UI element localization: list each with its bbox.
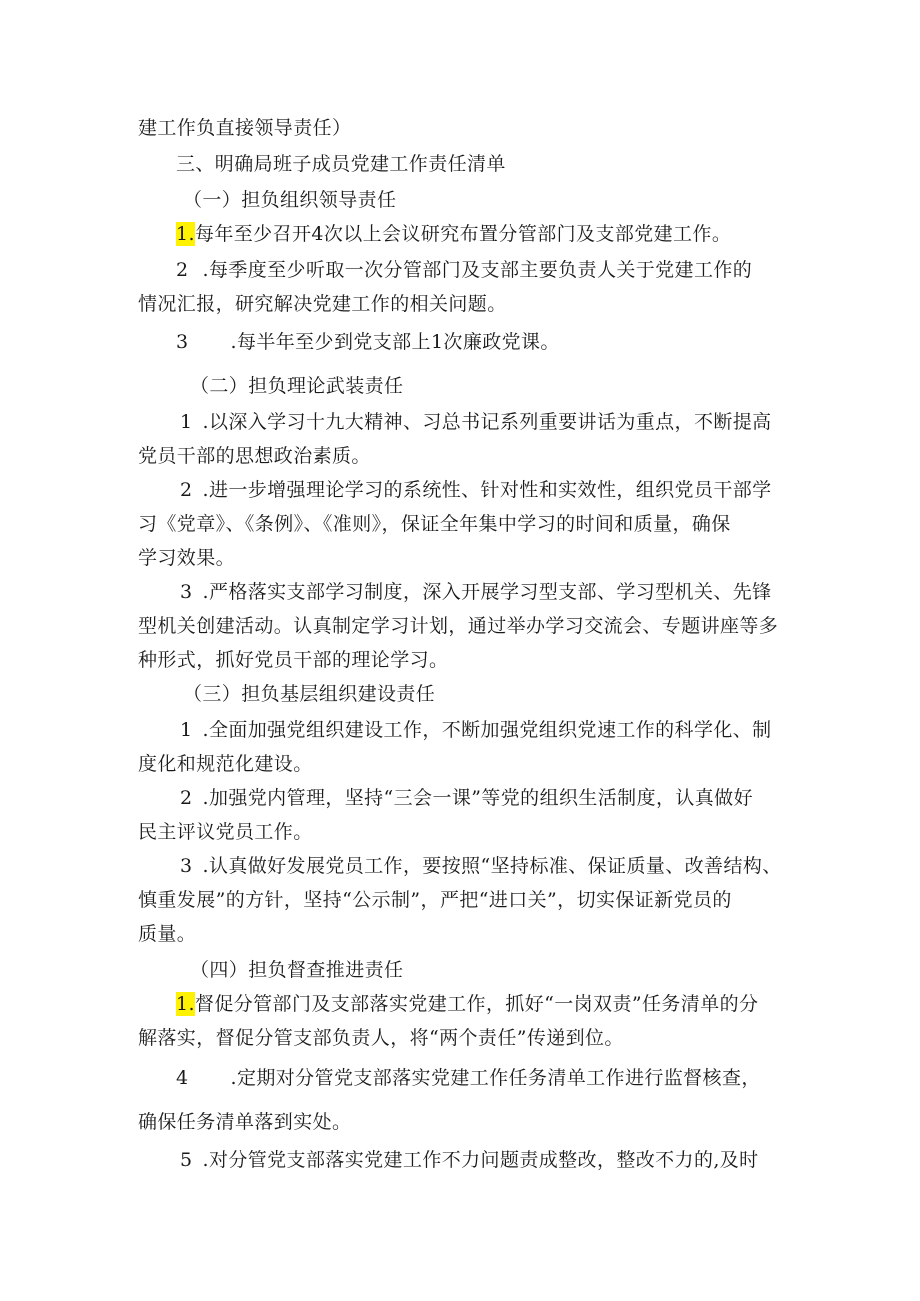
line-text: 学习效果。 <box>138 547 236 569</box>
line-text: .全面加强党组织建设工作，不断加强党组织党速工作的科学化、制 <box>202 719 772 741</box>
text-line <box>138 1110 351 1134</box>
text-line <box>138 546 235 570</box>
item-number: 2 <box>176 259 189 281</box>
text-line <box>138 648 448 672</box>
line-text: 习《党章》、《条例》、《准则》，保证全年集中学习的时间和质量，确保 <box>138 513 731 535</box>
item-number: 2 <box>180 787 193 809</box>
item-number: 3 <box>180 581 193 603</box>
line-text: .定期对分管党支部落实党建工作任务清单工作进行监督核查， <box>230 1067 761 1089</box>
subsection-heading <box>190 958 403 982</box>
text-line <box>138 820 313 844</box>
text-line <box>138 116 351 140</box>
line-text: .加强党内管理，坚持“三会一课”等党的组织生活制度，认真做好 <box>202 787 753 809</box>
text-line <box>138 1026 624 1050</box>
line-text: .对分管党支部落实党建工作不力问题责成整改，整改不力的,及时 <box>202 1149 759 1171</box>
list-item <box>180 1148 759 1172</box>
line-text: 型机关创建活动。认真制定学习计划，通过举办学习交流会、专题讲座等多 <box>138 615 779 637</box>
text-line <box>138 752 313 776</box>
list-item <box>176 258 752 282</box>
line-text: 每年至少召开4次以上会议研究布置分管部门及支部党建工作。 <box>194 223 732 245</box>
line-text: 督促分管部门及支部落实党建工作，抓好“一岗双责”任务清单的分 <box>194 993 759 1015</box>
line-text: （三）担负基层组织建设责任 <box>183 683 436 705</box>
subsection-heading <box>190 374 403 398</box>
section-heading <box>176 152 506 176</box>
line-text: 慎重发展”的方针，坚持“公示制”，严把“进口关”，切实保证新党员的 <box>138 889 732 911</box>
subsection-heading <box>183 682 435 706</box>
text-line <box>138 292 507 316</box>
line-text: 种形式，抓好党员干部的理论学习。 <box>138 649 449 671</box>
item-number: 5 <box>180 1149 193 1171</box>
line-text: 情况汇报，研究解决党建工作的相关问题。 <box>138 293 507 315</box>
item-number: 4 <box>176 1067 189 1089</box>
item-number-highlighted: 1. <box>176 993 195 1015</box>
list-item <box>176 330 560 354</box>
item-number: 1 <box>180 719 193 741</box>
list-item <box>176 992 758 1016</box>
item-number-highlighted: 1. <box>176 223 195 245</box>
list-item <box>180 786 753 810</box>
list-item <box>176 1066 761 1090</box>
text-line <box>138 512 731 536</box>
text-line <box>138 888 732 912</box>
line-text: .进一步增强理论学习的系统性、针对性和实效性，组织党员干部学 <box>202 479 772 501</box>
line-text: 党员干部的思想政治素质。 <box>138 445 371 467</box>
subsection-heading <box>183 188 396 212</box>
list-item <box>180 580 772 604</box>
text-line <box>138 614 778 638</box>
line-text: 民主评议党员工作。 <box>138 821 313 843</box>
line-text: .每季度至少听取一次分管部门及支部主要负责人关于党建工作的 <box>202 259 753 281</box>
line-text: （二）担负理论武装责任 <box>190 375 404 397</box>
item-number: 2 <box>180 479 193 501</box>
item-number: 1 <box>180 411 193 433</box>
item-number: 3 <box>180 855 193 877</box>
text-line <box>138 444 371 468</box>
list-item <box>180 478 772 502</box>
line-text: .严格落实支部学习制度，深入开展学习型支部、学习型机关、先锋 <box>202 581 772 603</box>
line-text: .每半年至少到党支部上1次廉政党课。 <box>230 331 560 353</box>
line-text: 三、明确局班子成员党建工作责任清单 <box>176 153 506 175</box>
line-text: .认真做好发展党员工作，要按照“坚持标准、保证质量、改善结构、 <box>202 855 782 877</box>
text-line <box>138 922 196 946</box>
list-item <box>180 854 782 878</box>
line-text: （一）担负组织领导责任 <box>183 189 397 211</box>
line-text: （四）担负督查推进责任 <box>190 959 404 981</box>
line-text: 度化和规范化建设。 <box>138 753 313 775</box>
line-text: 质量。 <box>138 923 197 945</box>
line-text: 确保任务清单落到实处。 <box>138 1111 352 1133</box>
line-text: 解落实，督促分管支部负责人，将“两个责任”传递到位。 <box>138 1027 624 1049</box>
list-item <box>180 410 772 434</box>
line-text: 建工作负直接领导责任） <box>138 117 352 139</box>
item-number: 3 <box>176 331 189 353</box>
line-text: .以深入学习十九大精神、习总书记系列重要讲话为重点，不断提高 <box>202 411 772 433</box>
list-item <box>176 222 731 246</box>
list-item <box>180 718 772 742</box>
